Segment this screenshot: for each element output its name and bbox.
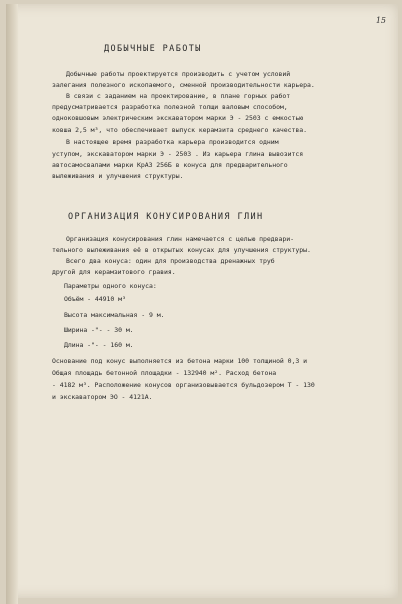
- text-line: В настоящее время разработка карьера производится одним: [66, 138, 279, 146]
- text-line: уступом, экскаватором марки Э - 2503 . Из карьера глина вывозится: [52, 150, 304, 158]
- params-title: Параметры одного конуса:: [64, 282, 157, 290]
- text-line: вылеживания и улучшения структуры.: [52, 172, 184, 180]
- text-line: В связи с заданием на проектирование, в плане горных работ: [66, 92, 291, 100]
- param-length: Длина -"- - 160 м.: [64, 341, 134, 349]
- text-line: Основание под конус выполняется из бетона марки 100 толщиной 0,3 и: [52, 357, 307, 365]
- text-line: тельного вылеживания её в открытых конусах для улучшения структуры.: [52, 246, 311, 254]
- text-line: Добычные работы проектируется производить с учетом условий: [66, 70, 291, 78]
- text-line: другой для керамзитового гравия.: [52, 268, 176, 276]
- page-number: 15: [375, 16, 386, 25]
- param-volume: Объём - 44910 м³: [64, 295, 126, 303]
- text-line: Общая площадь бетонной площадки - 132940 м². Расход бетона: [52, 369, 277, 377]
- page-binding-edge: [6, 4, 18, 604]
- text-line: Организация конусирования глин намечается с целью предвари-: [66, 235, 294, 243]
- text-line: Всего два конуса: один для производства дренажных труб: [66, 257, 275, 265]
- document-page: [6, 4, 398, 598]
- text-line: ковша 2,5 м³, что обеспечивает выпуск керамзита среднего качества.: [52, 126, 307, 134]
- param-width: Ширина -"- - 30 м.: [64, 326, 134, 334]
- text-line: одноковшовым электрическим экскаватором марки Э - 2503 с емкостью: [52, 114, 304, 122]
- section-heading-mining: ДОБЫЧНЫЕ РАБОТЫ: [104, 44, 202, 54]
- text-line: залегания полезного ископаемого, сменной производительности карьера.: [52, 81, 315, 89]
- section-heading-conusing: ОРГАНИЗАЦИЯ КОНУСИРОВАНИЯ ГЛИН: [68, 212, 264, 222]
- text-line: предусматривается разработка полезной толщи валовым способом,: [52, 103, 288, 111]
- param-height: Высота максимальная - 9 м.: [64, 311, 165, 319]
- text-line: - 4182 м³. Расположение конусов организовывается бульдозером Т - 130: [52, 381, 315, 389]
- text-line: автосамосвалами марки КрАЗ 256Б в конуса для предварительного: [52, 161, 288, 169]
- text-line: и экскаватором ЭО - 4121А.: [52, 393, 153, 401]
